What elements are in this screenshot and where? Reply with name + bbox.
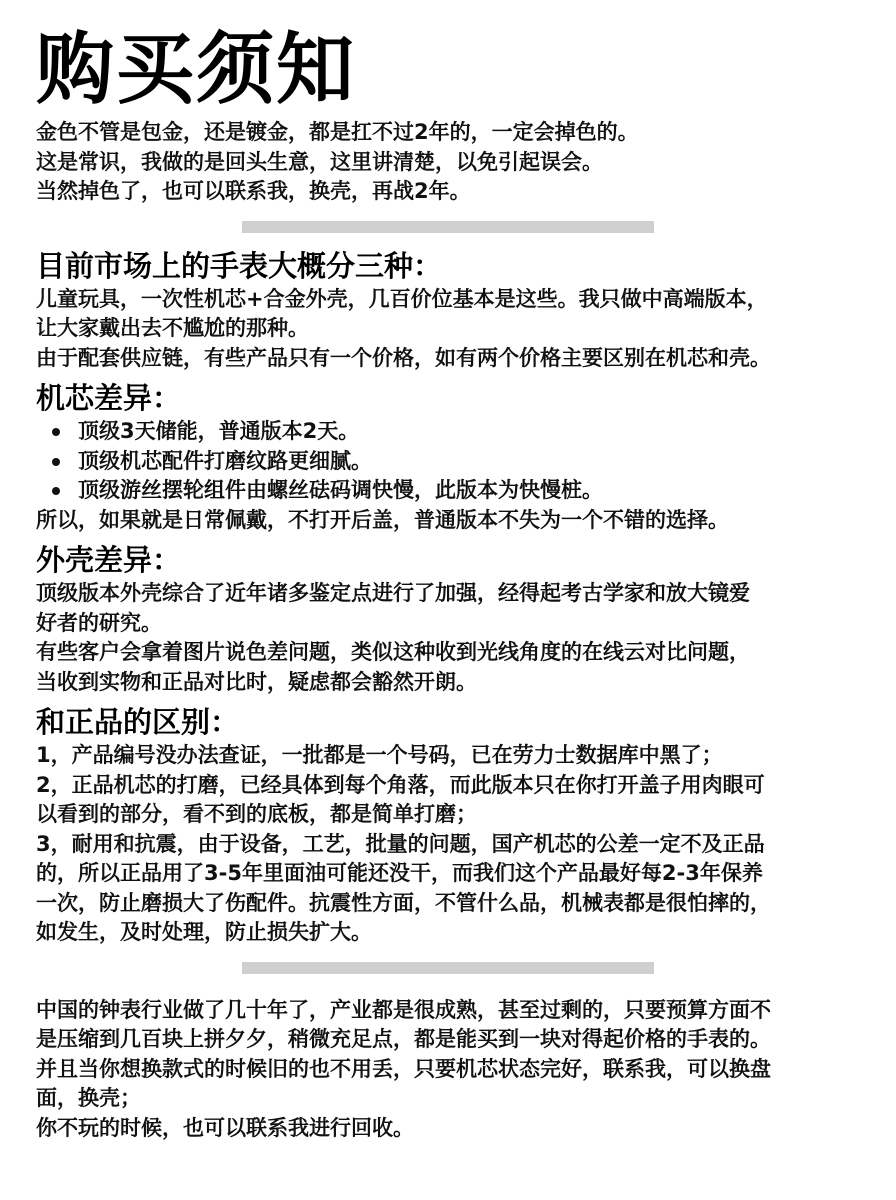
intro-section bbox=[36, 118, 886, 207]
case-heading: 外壳差异： bbox=[36, 543, 182, 577]
closing-line: 中国的钟表行业做了几十年了，产业都是很成熟，甚至过剩的，只要预算方面不 bbox=[36, 997, 771, 1022]
genuine-line: 3，耐用和抗震，由于设备，工艺，批量的问题，国产机芯的公差一定不及正品 bbox=[36, 831, 765, 856]
page-title: 购买须知 bbox=[36, 25, 357, 115]
intro-line: 金色不管是包金，还是镀金，都是扛不过2年的，一定会掉色的。 bbox=[36, 120, 639, 144]
list-item-text: 顶级机芯配件打磨纹路更细腻。 bbox=[78, 448, 372, 473]
market-section bbox=[36, 247, 886, 374]
list-item bbox=[36, 417, 886, 447]
movement-bullet-list bbox=[36, 417, 886, 506]
case-section bbox=[36, 541, 886, 697]
list-item bbox=[36, 447, 886, 477]
genuine-line: 以看到的部分，看不到的底板，都是简单打磨； bbox=[36, 802, 477, 826]
case-line: 顶级版本外壳综合了近年诸多鉴定点进行了加强，经得起考古学家和放大镜爱 bbox=[36, 581, 750, 605]
genuine-line: 的，所以正品用了3-5年里面油可能还没干，而我们这个产品最好每2-3年保养 bbox=[36, 861, 763, 885]
case-line: 有些客户会拿着图片说色差问题，类似这种收到光线角度的在线云对比问题， bbox=[36, 640, 750, 664]
movement-section bbox=[36, 379, 886, 535]
genuine-line: 1，产品编号没办法查证，一批都是一个号码，已在劳力士数据库中黑了； bbox=[36, 743, 723, 767]
purchase-notice-page bbox=[36, 22, 886, 1143]
list-item bbox=[36, 476, 886, 506]
intro-line: 这是常识，我做的是回头生意，这里讲清楚，以免引起误会。 bbox=[36, 149, 603, 174]
genuine-heading: 和正品的区别： bbox=[36, 705, 240, 739]
movement-conclusion: 所以，如果就是日常佩戴，不打开后盖，普通版本不失为一个不错的选择。 bbox=[36, 507, 729, 532]
bullet-dot-icon bbox=[52, 428, 60, 436]
section-divider bbox=[242, 962, 654, 974]
genuine-section bbox=[36, 703, 886, 948]
case-line: 好者的研究。 bbox=[36, 610, 162, 635]
closing-line: 并且当你想换款式的时候旧的也不用丢，只要机芯状态完好，联系我，可以换盘 bbox=[36, 1056, 771, 1081]
closing-section bbox=[36, 996, 886, 1144]
section-divider bbox=[242, 221, 654, 233]
genuine-line: 一次，防止磨损大了伤配件。抗震性方面，不管什么品，机械表都是很怕摔的， bbox=[36, 890, 771, 915]
list-item-text: 顶级3天储能，普通版本2天。 bbox=[78, 419, 360, 443]
genuine-line: 2，正品机芯的打磨，已经具体到每个角落，而此版本只在你打开盖子用肉眼可 bbox=[36, 772, 765, 797]
list-item-text: 顶级游丝摆轮组件由螺丝砝码调快慢，此版本为快慢桩。 bbox=[78, 478, 603, 502]
case-line: 当收到实物和正品对比时，疑虑都会豁然开朗。 bbox=[36, 669, 477, 694]
closing-line: 你不玩的时候，也可以联系我进行回收。 bbox=[36, 1115, 414, 1140]
market-line: 由于配套供应链，有些产品只有一个价格，如有两个价格主要区别在机芯和壳。 bbox=[36, 345, 771, 370]
closing-line: 面，换壳； bbox=[36, 1086, 141, 1110]
intro-line: 当然掉色了，也可以联系我，换壳，再战2年。 bbox=[36, 179, 471, 203]
bullet-dot-icon bbox=[52, 458, 60, 466]
market-line: 儿童玩具，一次性机芯+合金外壳，几百价位基本是这些。我只做中高端版本， bbox=[36, 286, 768, 311]
genuine-line: 如发生，及时处理，防止损失扩大。 bbox=[36, 920, 372, 944]
movement-heading: 机芯差异： bbox=[36, 381, 182, 415]
closing-line: 是压缩到几百块上拼夕夕，稍微充足点，都是能买到一块对得起价格的手表的。 bbox=[36, 1027, 771, 1051]
market-heading: 目前市场上的手表大概分三种： bbox=[36, 248, 443, 283]
market-line: 让大家戴出去不尴尬的那种。 bbox=[36, 316, 309, 340]
bullet-dot-icon bbox=[52, 487, 60, 495]
